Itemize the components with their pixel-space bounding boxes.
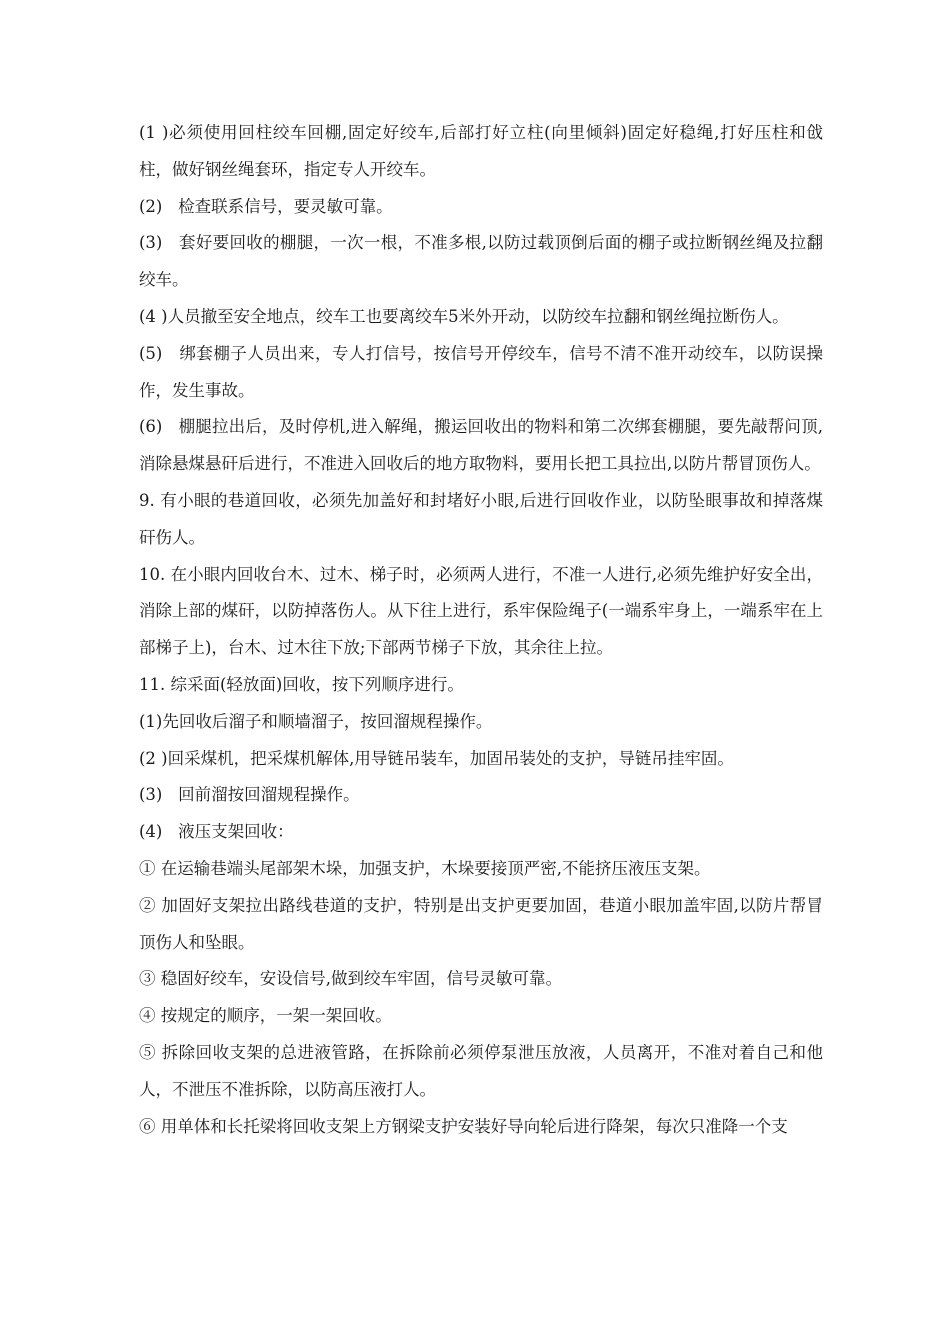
paragraph-2: (2) 检查联系信号，要灵敏可靠。 <box>139 196 393 216</box>
paragraph-7: 9. 有小眼的巷道回收，必须先加盖好和封堵好小眼,后进行回收作业，以防坠眼事故和掉落煤矸伤人。 <box>139 490 823 547</box>
paragraph-19: ⑥ 用单体和长托梁将回收支架上方钢梁支护安装好导向轮后进行降架，每次只准降一个支 <box>139 1116 788 1136</box>
paragraph-10: (1)先回收后溜子和顺墙溜子，按回溜规程操作。 <box>139 711 493 731</box>
paragraph-3: (3) 套好要回收的棚腿，一次一根，不准多根,以防过载顶倒后面的棚子或拉断钢丝绳及拉翻绞车。 <box>139 233 823 290</box>
paragraph-8: 10. 在小眼内回收台木、过木、梯子时，必须两人进行，不准一人进行,必须先维护好安全出，消除上部的煤矸，以防掉落伤人。从下往上进行，系牢保险绳子(一端系牢身上，一端系牢在上部梯子上)，台木、过木往下放;下部两节梯子下放，其余往上拉。 <box>139 564 823 658</box>
paragraph-9: 11. 综采面(轻放面)回收，按下列顺序进行。 <box>139 674 464 694</box>
paragraph-11: (2 )回采煤机，把采煤机解体,用导链吊装车，加固吊装处的支护，导链吊挂牢固。 <box>139 748 734 768</box>
paragraph-18: ⑤ 拆除回收支架的总进液管路，在拆除前必须停泵泄压放液，人员离开，不准对着自己和他人，不泄压不准拆除，以防高压液打人。 <box>139 1042 823 1099</box>
paragraph-1: (1 )必须使用回柱绞车回棚,固定好绞车,后部打好立柱(向里倾斜)固定好稳绳,打好压柱和戗柱，做好钢丝绳套环，指定专人开绞车。 <box>139 123 823 179</box>
paragraph-15: ② 加固好支架拉出路线巷道的支护，特别是出支护更要加固，巷道小眼加盖牢固,以防片帮冒顶伤人和坠眼。 <box>139 895 823 952</box>
paragraph-14: ① 在运输巷端头尾部架木垛，加强支护，木垛要接顶严密,不能挤压液压支架。 <box>139 858 711 878</box>
document-body <box>139 115 823 1145</box>
paragraph-4: (4 )人员撤至安全地点，绞车工也要离绞车5米外开动，以防绞车拉翻和钢丝绳拉断伤人。 <box>139 306 789 326</box>
paragraph-6: (6) 棚腿拉出后，及时停机,进入解绳，搬运回收出的物料和第二次绑套棚腿，要先敲帮问顶,消除悬煤悬矸后进行，不准进入回收后的地方取物料，要用长把工具拉出,以防片帮冒顶伤人。 <box>139 417 823 474</box>
paragraph-12: (3) 回前溜按回溜规程操作。 <box>139 785 360 805</box>
paragraph-16: ③ 稳固好绞车，安设信号,做到绞车牢固，信号灵敏可靠。 <box>139 969 562 989</box>
paragraph-17: ④ 按规定的顺序，一架一架回收。 <box>139 1006 392 1026</box>
paragraph-13: (4) 液压支架回收： <box>139 822 294 842</box>
paragraph-5: (5) 绑套棚子人员出来，专人打信号，按信号开停绞车，信号不清不准开动绞车，以防误操作，发生事故。 <box>139 343 823 400</box>
